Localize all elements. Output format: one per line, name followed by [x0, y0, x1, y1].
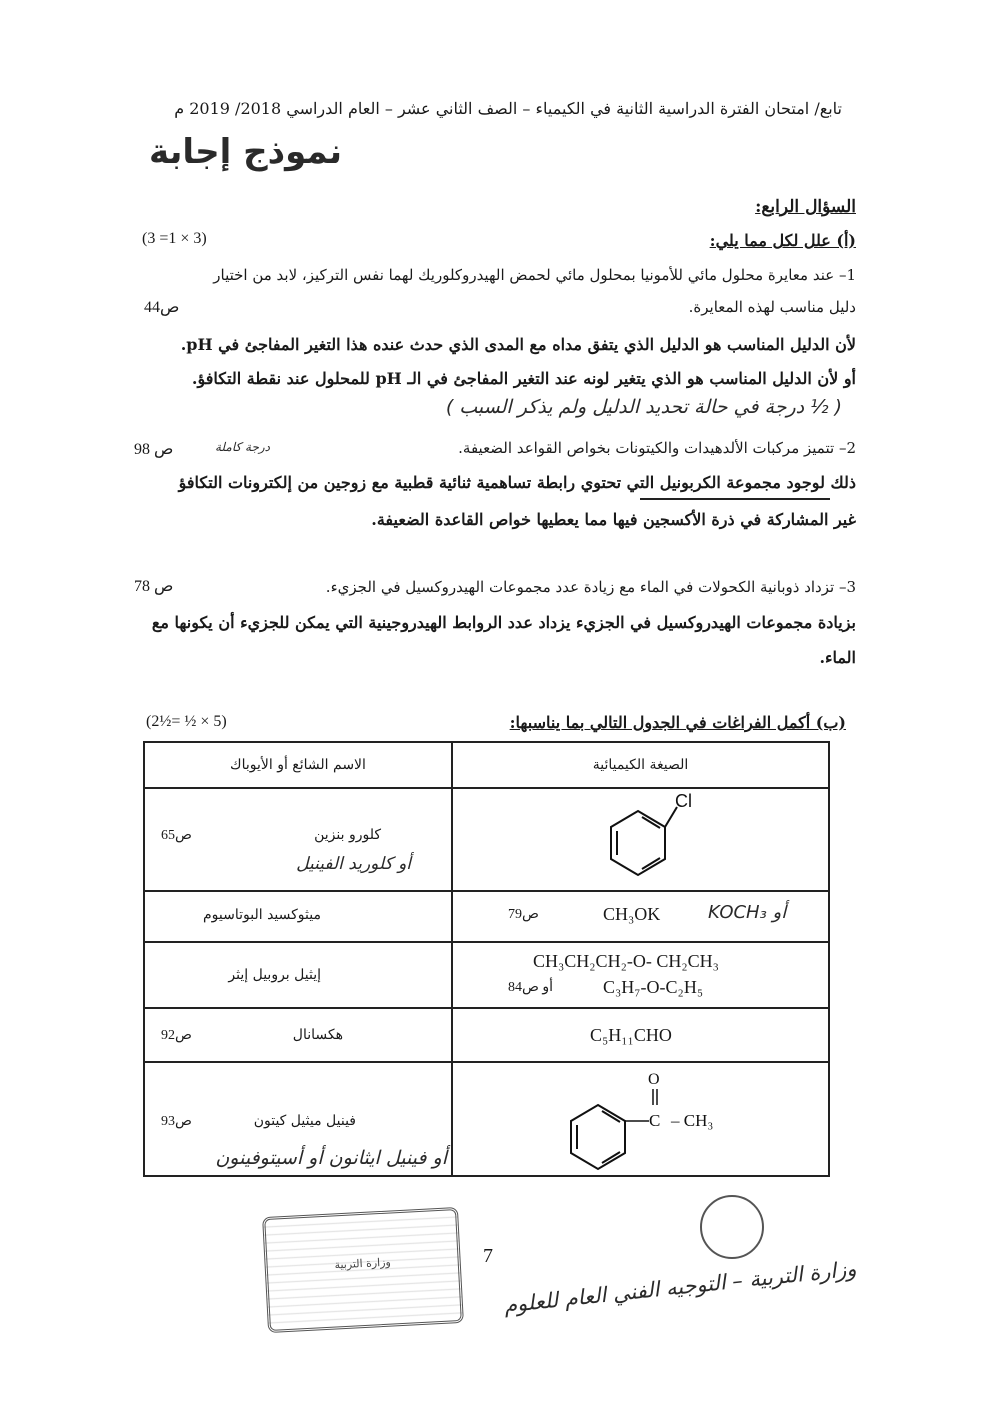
part-b-label: (ب) أكمل الفراغات في الجدول التالي بما يناسبها: — [509, 713, 846, 732]
chlorine-label: Cl — [675, 793, 692, 811]
row4-formula-cell — [452, 1008, 829, 1062]
question-title: السؤال الرابع: — [755, 197, 856, 217]
part-a-marks: (3 =1 × 3) — [142, 230, 207, 247]
part-b-marks: (2½= ½ × 5) — [146, 713, 227, 730]
item3-answer-line1: بزيادة مجموعات الهيدروكسيل في الجزيء يزداد عدد الروابط الهيدروجينية التي يمكن للجزيء أن يكونها مع — [151, 613, 856, 632]
row3-name-cell — [144, 942, 452, 1008]
row2-formula-cell — [452, 891, 829, 942]
item1-question-line1: 1– عند معايرة محلول مائي للأمونيا بمحلول مائي لحمض الهيدروكلوريك لهما نفس التركيز، لابد من اختيار — [213, 266, 856, 284]
row2-page-ref: ص79 — [508, 907, 539, 922]
item3-answer-line2: الماء. — [819, 648, 856, 667]
page-number: 7 — [483, 1245, 493, 1267]
model-answer-title: نموذج إجابة — [149, 132, 342, 172]
item2-page-ref: ص 98 — [134, 441, 174, 458]
official-stamp-left — [262, 1207, 464, 1333]
header-formula: الصيغة الكيميائية — [592, 757, 689, 773]
row4-page-ref: ص92 — [161, 1028, 192, 1043]
item2-answer-line2: غير المشاركة في ذرة الأكسجين فيها مما يعطيها خواص القاعدة الضعيفة. — [371, 510, 856, 529]
header-name: الاسم الشائع أو الأيوباك — [230, 757, 366, 773]
row1-page-ref: ص65 — [161, 828, 192, 843]
row5-page-ref: ص93 — [161, 1114, 192, 1129]
row1-name-cell — [144, 788, 452, 891]
item2-underline-mark — [640, 498, 830, 500]
exam-title: تابع/ امتحان الفترة الدراسية الثانية في الكيمياء – الصف الثاني عشر – العام الدراسي 2018/ 2019 م — [174, 99, 842, 118]
table-row — [144, 1008, 829, 1062]
answer-table — [143, 741, 830, 1177]
item2-answer-line1: ذلك لوجود مجموعة الكربونيل التي تحتوي رابطة تساهمية ثنائية قطبية مع زوجين من إلكترونات التكافؤ — [178, 473, 856, 492]
item3-question-line1: 3– تزداد ذوبانية الكحولات في الماء مع زيادة عدد مجموعات الهيدروكسيل في الجزيء. — [325, 578, 856, 596]
row4-formula: C₅H₁₁CHO — [590, 1025, 672, 1045]
row1-formula-cell — [452, 788, 829, 891]
methyl-label: – CH₃ — [671, 1111, 714, 1130]
table-row — [144, 788, 829, 891]
header-name-cell — [144, 742, 452, 788]
item2-question-line1: 2– تتميز مركبات الألدهيدات والكيتونات بخواص القواعد الضعيفة. — [458, 439, 856, 457]
row2-name: ميثوكسيد البوتاسيوم — [203, 907, 321, 923]
stamp-left-text: وزارة التربية — [334, 1255, 392, 1272]
row3-alt-prefix: أو ص84 — [508, 980, 554, 995]
row1-name: كلورو بنزين — [314, 827, 381, 843]
row4-name-cell — [144, 1008, 452, 1062]
row3-formula: CH₃CH₂CH₂-O- CH₂CH₃ — [533, 951, 719, 971]
row3-alt-formula: C₃H₇-O-C₂H₅ — [603, 977, 704, 997]
oxygen-label: O — [648, 1071, 660, 1088]
item3-page-ref: ص 78 — [134, 578, 174, 595]
carbonyl-carbon-label: C — [649, 1111, 661, 1130]
table-row — [144, 891, 829, 942]
row5-name: فينيل ميثيل كيتون — [253, 1113, 356, 1129]
stamp-right-text: وزارة التربية – التوجيه الفني العام للعلوم — [502, 1256, 858, 1318]
part-a-label: (أ) علل لكل مما يلي: — [709, 231, 856, 250]
table-header-row — [144, 742, 829, 788]
official-seal-right — [700, 1195, 764, 1259]
row4-name: هكسانال — [292, 1027, 343, 1043]
row3-name: إيثيل بروبيل إيثر — [228, 967, 321, 983]
item2-handwritten-note: درجة كاملة — [215, 440, 271, 454]
header-formula-cell — [452, 742, 829, 788]
row1-alt-name: أو كلوريد الفينيل — [296, 854, 411, 874]
item1-handwritten-note: ( ½ درجة في حالة تحديد الدليل ولم يذكر السبب ) — [445, 396, 842, 418]
row2-formula: CH₃OK — [603, 904, 661, 924]
acetophenone-structure — [553, 1067, 753, 1175]
row2-alt-formula: أو KOCH₃ — [708, 902, 787, 923]
row2-name-cell — [144, 891, 452, 942]
item1-question-line2: دليل مناسب لهذه المعايرة. — [688, 298, 856, 316]
row5-alt-name: أو فينيل ايثانون أو أسيتوفينون — [215, 1147, 447, 1169]
chlorobenzene-structure — [583, 793, 703, 889]
item1-answer-line2: أو لأن الدليل المناسب هو الذي يتغير لونه عند التغير المفاجئ في الـ pH للمحلول عند نقطة التكافؤ. — [191, 369, 856, 388]
item1-page-ref: ص44 — [144, 299, 180, 316]
item1-answer-line1: لأن الدليل المناسب هو الدليل الذي يتفق مداه مع المدى الذي حدث عنده هذا التغير المفاجئ في pH. — [180, 335, 856, 354]
table-row — [144, 942, 829, 1008]
row5-formula-cell — [452, 1062, 829, 1176]
row3-formula-cell — [452, 942, 829, 1008]
